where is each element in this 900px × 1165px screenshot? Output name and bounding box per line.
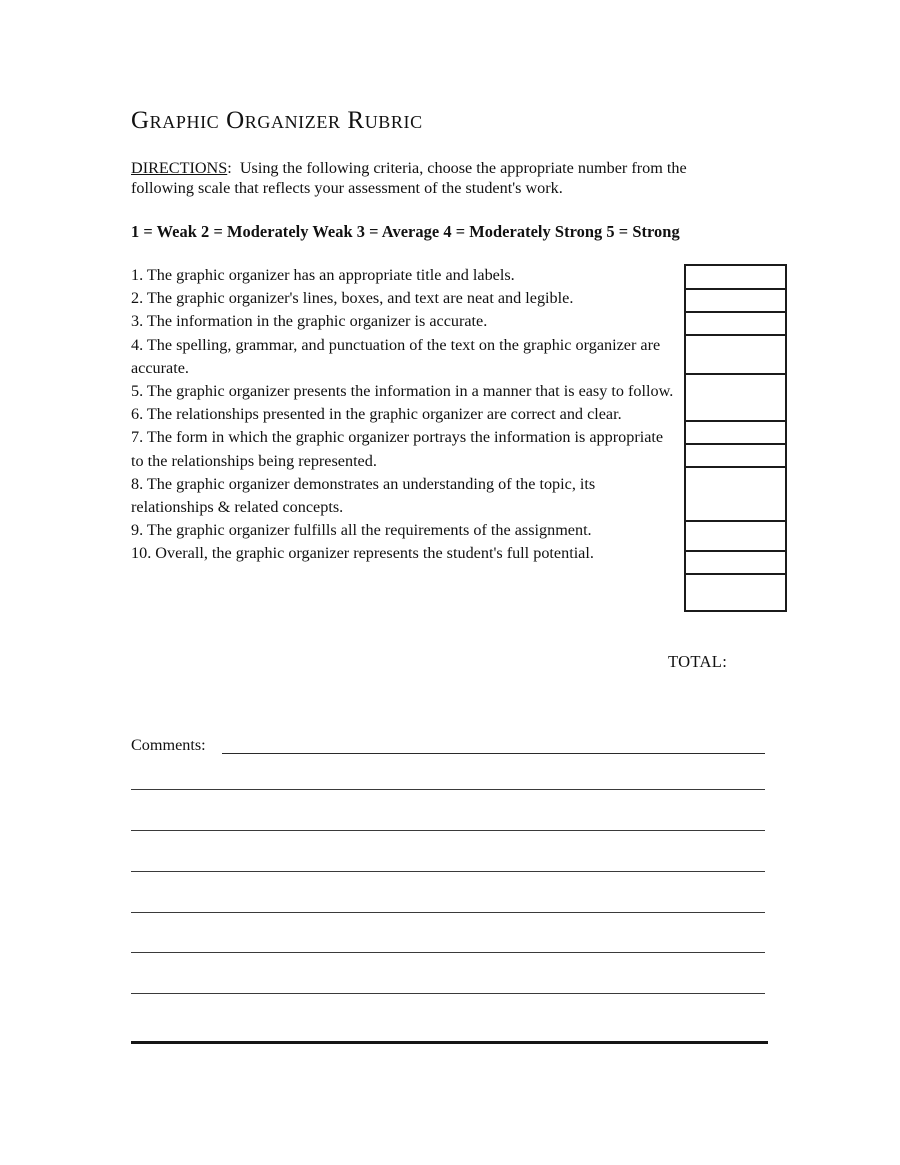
criterion-item: 5. The graphic organizer presents the information in a manner that is easy to follow. — [131, 382, 674, 401]
comments-input-line-2[interactable] — [131, 789, 765, 790]
score-box[interactable] — [686, 468, 785, 522]
directions-label: DIRECTIONS — [131, 159, 228, 177]
score-box[interactable] — [686, 445, 785, 468]
criterion-item: 1. The graphic organizer has an appropriate title and labels. — [131, 266, 515, 284]
criterion-item: 9. The graphic organizer fulfills all the requirements of the assignment. — [131, 521, 592, 540]
score-box-column — [684, 264, 787, 612]
criterion-item: 8. The graphic organizer demonstrates an understanding of the topic, its relationships & related concepts. — [131, 474, 596, 517]
comments-input-line-1[interactable] — [222, 753, 765, 754]
score-box[interactable] — [686, 336, 785, 375]
score-box[interactable] — [686, 522, 785, 552]
criterion-item: 4. The spelling, grammar, and punctuation of the text on the graphic organizer are accurate. — [131, 335, 661, 377]
criterion-item: 2. The graphic organizer's lines, boxes, and text are neat and legible. — [131, 289, 574, 308]
directions-text: Using the following criteria, choose the appropriate number from the following scale that reflects your assessment of the student's work. — [131, 159, 687, 197]
bottom-divider-rule — [131, 1041, 768, 1044]
score-box[interactable] — [686, 552, 785, 575]
directions-colon: : — [227, 159, 232, 177]
page-title: Graphic Organizer Rubric — [131, 107, 423, 134]
score-box[interactable] — [686, 375, 785, 422]
comments-input-line-5[interactable] — [131, 912, 765, 913]
comments-label: Comments: — [131, 736, 206, 754]
criteria-list — [131, 264, 676, 566]
score-box[interactable] — [686, 266, 785, 290]
directions-paragraph — [131, 158, 753, 198]
total-label: TOTAL: — [668, 652, 728, 671]
score-box[interactable] — [686, 575, 785, 612]
comments-input-line-7[interactable] — [131, 993, 765, 994]
comments-input-line-3[interactable] — [131, 830, 765, 831]
comments-input-line-4[interactable] — [131, 871, 765, 872]
criterion-item: 7. The form in which the graphic organizer portrays the information is appropriate to the relationships being represented. — [131, 428, 664, 470]
score-box[interactable] — [686, 290, 785, 313]
criterion-item: 10. Overall, the graphic organizer represents the student's full potential. — [131, 544, 594, 563]
criterion-item: 3. The information in the graphic organizer is accurate. — [131, 312, 488, 331]
comments-input-line-6[interactable] — [131, 952, 765, 953]
rating-scale-line: 1 = Weak 2 = Moderately Weak 3 = Average 4 = Moderately Strong 5 = Strong — [131, 222, 680, 241]
score-box[interactable] — [686, 313, 785, 336]
score-box[interactable] — [686, 422, 785, 445]
criterion-item: 6. The relationships presented in the graphic organizer are correct and clear. — [131, 405, 622, 424]
